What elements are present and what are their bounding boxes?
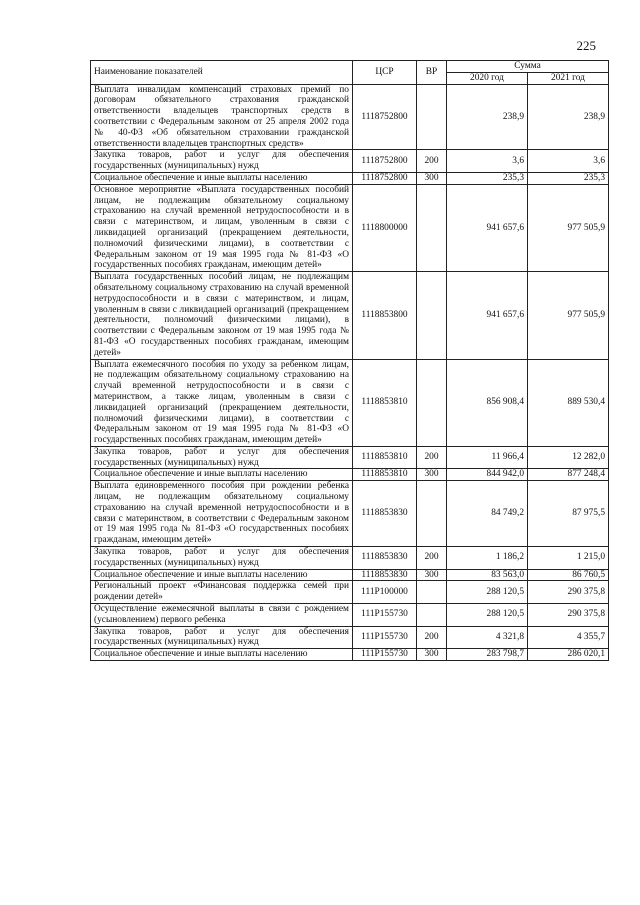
row-vr: 200: [417, 150, 447, 173]
row-sum-2021: 977 505,9: [528, 272, 609, 359]
row-sum-2021: 12 282,0: [528, 446, 609, 469]
row-vr: 300: [417, 569, 447, 581]
row-sum-2021: 238,9: [528, 84, 609, 150]
table-row: [91, 649, 609, 661]
row-vr: [417, 581, 447, 604]
row-csr: 111P100000: [353, 581, 417, 604]
row-name: Региональный проект «Финансовая поддержка семей при рождении детей»: [91, 581, 353, 604]
row-vr: [417, 184, 447, 271]
table-row: [91, 581, 609, 604]
header-sum: Сумма: [447, 61, 609, 73]
row-vr: [417, 84, 447, 150]
row-sum-2021: 235,3: [528, 172, 609, 184]
table-row: [91, 569, 609, 581]
row-vr: 300: [417, 469, 447, 481]
row-sum-2021: 4 355,7: [528, 626, 609, 649]
header-year-2020: 2020 год: [447, 72, 528, 84]
budget-table: [90, 60, 609, 661]
row-name: Закупка товаров, работ и услуг для обеспечения государственных (муниципальных) нужд: [91, 446, 353, 469]
row-sum-2020: 288 120,5: [447, 581, 528, 604]
row-vr: 300: [417, 172, 447, 184]
table-header: [91, 61, 609, 85]
row-name: Осуществление ежемесячной выплаты в связи с рождением (усыновлением) первого ребенка: [91, 604, 353, 627]
row-vr: [417, 272, 447, 359]
row-csr: 1118853800: [353, 272, 417, 359]
row-name: Социальное обеспечение и иные выплаты населению: [91, 569, 353, 581]
row-sum-2021: 290 375,8: [528, 581, 609, 604]
row-name: Выплата ежемесячного пособия по уходу за ребенком лицам, не подлежащим обязательному социальному страхованию на случай временной нетрудоспособности и в связи с материнством, а также лицам, уволенным в связи с ликвидацией организаций (прекращением деятельности, полномочий физическими лицами), в соответствии с Федеральным законом от 19 мая 1995 года № 81-ФЗ «О государственных пособиях гражданам, имеющим детей»: [91, 359, 353, 446]
row-sum-2021: 86 760,5: [528, 569, 609, 581]
row-csr: 111P155730: [353, 604, 417, 627]
row-sum-2020: 856 908,4: [447, 359, 528, 446]
row-csr: 111P155730: [353, 626, 417, 649]
row-name: Социальное обеспечение и иные выплаты населению: [91, 469, 353, 481]
row-sum-2020: 84 749,2: [447, 481, 528, 547]
header-vr: ВР: [417, 61, 447, 85]
table-row: [91, 84, 609, 150]
table-row: [91, 184, 609, 271]
table-row: [91, 547, 609, 570]
header-year-2021: 2021 год: [528, 72, 609, 84]
table-row: [91, 150, 609, 173]
row-csr: 1118853830: [353, 547, 417, 570]
row-csr: 1118752800: [353, 84, 417, 150]
row-sum-2020: 83 563,0: [447, 569, 528, 581]
table-row: [91, 272, 609, 359]
row-sum-2021: 87 975,5: [528, 481, 609, 547]
row-name: Закупка товаров, работ и услуг для обеспечения государственных (муниципальных) нужд: [91, 547, 353, 570]
row-sum-2021: 889 530,4: [528, 359, 609, 446]
row-vr: 200: [417, 547, 447, 570]
row-csr: 1118752800: [353, 150, 417, 173]
row-sum-2020: 11 966,4: [447, 446, 528, 469]
row-sum-2020: 235,3: [447, 172, 528, 184]
row-sum-2020: 3,6: [447, 150, 528, 173]
row-vr: [417, 604, 447, 627]
row-vr: 200: [417, 446, 447, 469]
row-csr: 1118853830: [353, 569, 417, 581]
row-sum-2020: 4 321,8: [447, 626, 528, 649]
header-csr: ЦСР: [353, 61, 417, 85]
row-sum-2020: 283 798,7: [447, 649, 528, 661]
row-csr: 1118853810: [353, 446, 417, 469]
row-csr: 1118752800: [353, 172, 417, 184]
row-vr: 300: [417, 649, 447, 661]
row-csr: 1118800000: [353, 184, 417, 271]
table-row: [91, 481, 609, 547]
row-csr: 111P155730: [353, 649, 417, 661]
page-number: 225: [576, 38, 596, 53]
table-row: [91, 604, 609, 627]
row-sum-2020: 238,9: [447, 84, 528, 150]
table-row: [91, 626, 609, 649]
row-sum-2020: 1 186,2: [447, 547, 528, 570]
row-name: Выплата государственных пособий лицам, не подлежащим обязательному социальному страхованию на случай временной нетрудоспособности и в связи с материнством, и лицам, уволенным в связи с ликвидацией организаций (прекращением деятельности, полномочий физическими лицами), в соответствии с Федеральным законом от 19 мая 1995 года № 81-ФЗ «О государственных пособиях гражданам, имеющим детей»: [91, 272, 353, 359]
row-sum-2021: 877 248,4: [528, 469, 609, 481]
row-csr: 1118853810: [353, 359, 417, 446]
row-sum-2020: 941 657,6: [447, 184, 528, 271]
row-csr: 1118853810: [353, 469, 417, 481]
table-row: [91, 446, 609, 469]
row-name: Социальное обеспечение и иные выплаты населению: [91, 172, 353, 184]
row-sum-2021: 286 020,1: [528, 649, 609, 661]
row-name: Выплата единовременного пособия при рождении ребенка лицам, не подлежащим обязательному социальному страхованию на случай временной нетрудоспособности и в связи с материнством, в соответствии с Федеральным законом от 19 мая 1995 года № 81-ФЗ «О государственных пособиях гражданам, имеющим детей»: [91, 481, 353, 547]
row-name: Социальное обеспечение и иные выплаты населению: [91, 649, 353, 661]
table-row: [91, 172, 609, 184]
row-name: Выплата инвалидам компенсаций страховых премий по договорам обязательного страхования гражданской ответственности владельцев транспортных средств в соответствии с Федеральным законом от 25 апреля 2002 года № 40-ФЗ «Об обязательном страховании гражданской ответственности владельцев транспортных средств»: [91, 84, 353, 150]
row-name: Закупка товаров, работ и услуг для обеспечения государственных (муниципальных) нужд: [91, 626, 353, 649]
row-sum-2021: 977 505,9: [528, 184, 609, 271]
row-sum-2020: 844 942,0: [447, 469, 528, 481]
row-vr: [417, 481, 447, 547]
row-vr: 200: [417, 626, 447, 649]
row-csr: 1118853830: [353, 481, 417, 547]
table-row: [91, 469, 609, 481]
row-sum-2020: 288 120,5: [447, 604, 528, 627]
row-name: Основное мероприятие «Выплата государственных пособий лицам, не подлежащим обязательному социальному страхованию на случай временной нетрудоспособности и в связи с материнством, и лицам, уволенным в связи с ликвидацией организаций (прекращением деятельности, полномочий физическими лицами), в соответствии с Федеральным законом от 19 мая 1995 года № 81-ФЗ «О государственных пособиях гражданам, имеющим детей»: [91, 184, 353, 271]
row-sum-2021: 3,6: [528, 150, 609, 173]
row-vr: [417, 359, 447, 446]
row-name: Закупка товаров, работ и услуг для обеспечения государственных (муниципальных) нужд: [91, 150, 353, 173]
table-row: [91, 359, 609, 446]
header-name: Наименование показателей: [91, 61, 353, 85]
row-sum-2020: 941 657,6: [447, 272, 528, 359]
table-body: [91, 84, 609, 660]
row-sum-2021: 290 375,8: [528, 604, 609, 627]
row-sum-2021: 1 215,0: [528, 547, 609, 570]
